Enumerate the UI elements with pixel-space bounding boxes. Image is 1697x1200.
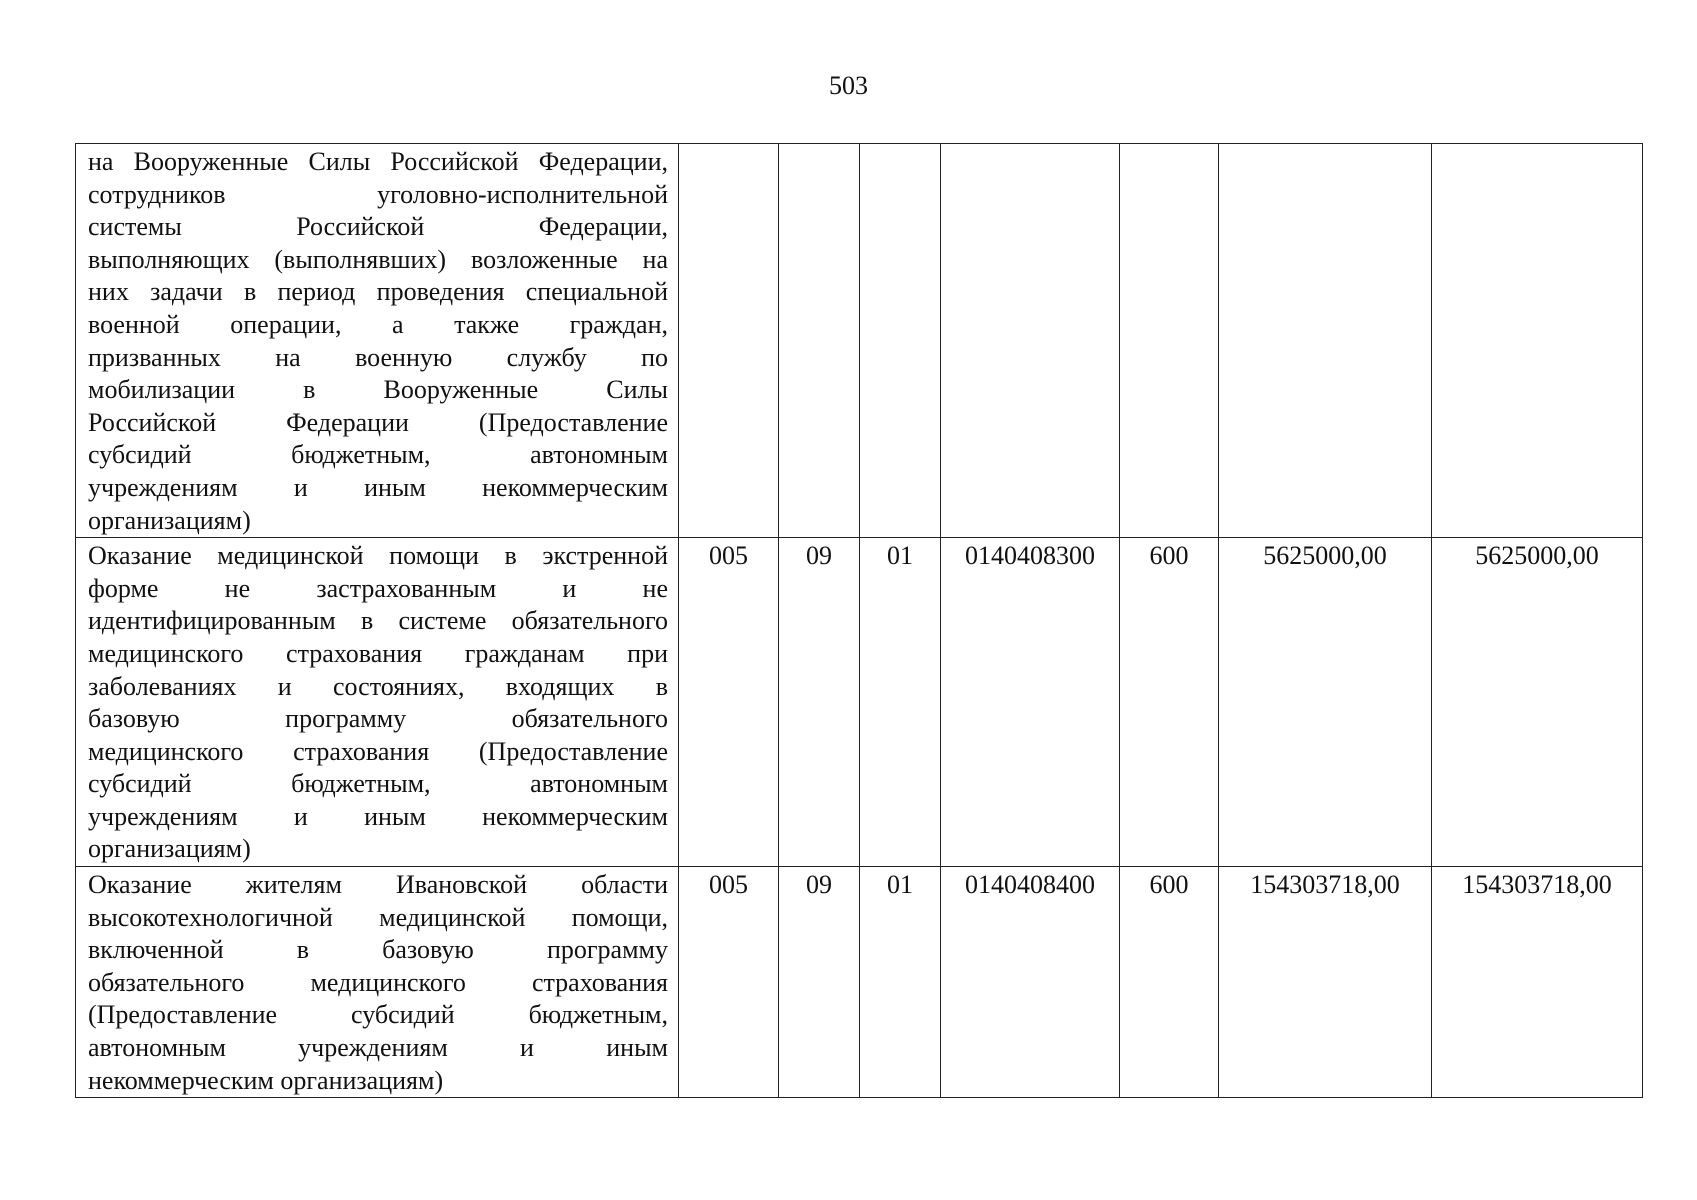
amount-1-cell: 5625000,00 — [1219, 538, 1432, 867]
target-article-cell — [941, 144, 1120, 538]
description-line: форме не застрахованным и не — [88, 573, 668, 603]
amount-2-cell — [1432, 144, 1643, 538]
description-line: организациям) — [88, 834, 251, 864]
description-line: субсидий бюджетным, автономным — [88, 769, 668, 799]
expense-type-cell: 600 — [1120, 867, 1219, 1098]
description-line: медицинского страхования (Предоставление — [88, 736, 668, 766]
table-row — [76, 867, 1643, 1098]
description-line: выполняющих (выполнявших) возложенные на — [88, 244, 668, 274]
ministry-code-cell: 005 — [679, 867, 779, 1098]
section-code-cell — [779, 144, 860, 538]
description-line: обязательного медицинского страхования — [88, 967, 668, 997]
description-line: идентифицированным в системе обязательного — [88, 606, 668, 636]
target-article-cell: 0140408300 — [941, 538, 1120, 867]
ministry-code-cell: 005 — [679, 538, 779, 867]
description-line: на Вооруженные Силы Российской Федерации, — [88, 147, 668, 176]
expense-type-cell: 600 — [1120, 538, 1219, 867]
table-body — [76, 144, 1643, 1098]
section-code-cell: 09 — [779, 867, 860, 1098]
description-line: субсидий бюджетным, автономным — [88, 440, 668, 470]
description-line: учреждениям и иным некоммерческим — [88, 801, 668, 831]
amount-1-cell — [1219, 144, 1432, 538]
description-line: призванных на военную службу по — [88, 342, 668, 372]
description-line: мобилизации в Вооруженные Силы — [88, 375, 668, 405]
description-line: организациям) — [88, 505, 251, 535]
target-article-cell: 0140408400 — [941, 867, 1120, 1098]
description-line: включенной в базовую программу — [88, 935, 668, 965]
description-line: сотрудников уголовно-исполнительной — [88, 179, 668, 209]
section-code-cell: 09 — [779, 538, 860, 867]
expense-type-cell — [1120, 144, 1219, 538]
description-line: Оказание медицинской помощи в экстренной — [88, 541, 668, 571]
description-line: них задачи в период проведения специальной — [88, 277, 668, 307]
description-line: высокотехнологичной медицинской помощи, — [88, 902, 668, 932]
row-description — [76, 144, 679, 538]
description-line: Российской Федерации (Предоставление — [88, 407, 668, 437]
description-line: (Предоставление субсидий бюджетным, — [88, 1000, 668, 1030]
description-line: некоммерческим организациям) — [88, 1065, 444, 1095]
ministry-code-cell — [679, 144, 779, 538]
row-description — [76, 867, 679, 1098]
description-line: автономным учреждениям и иным — [88, 1033, 668, 1063]
amount-2-cell: 5625000,00 — [1432, 538, 1643, 867]
table-row — [76, 144, 1643, 538]
table-row — [76, 538, 1643, 867]
description-line: заболеваниях и состояниях, входящих в — [88, 671, 668, 701]
description-line: медицинского страхования гражданам при — [88, 638, 668, 668]
description-line: базовую программу обязательного — [88, 704, 668, 734]
description-line: Оказание жителям Ивановской области — [88, 870, 668, 900]
row-description — [76, 538, 679, 867]
subsection-code-cell — [860, 144, 941, 538]
subsection-code-cell: 01 — [860, 867, 941, 1098]
description-line: системы Российской Федерации, — [88, 212, 668, 242]
amount-2-cell: 154303718,00 — [1432, 867, 1643, 1098]
description-line: военной операции, а также граждан, — [88, 309, 668, 339]
amount-1-cell: 154303718,00 — [1219, 867, 1432, 1098]
subsection-code-cell: 01 — [860, 538, 941, 867]
description-line: учреждениям и иным некоммерческим — [88, 472, 668, 502]
budget-table — [75, 143, 1643, 1098]
page-number: 503 — [829, 71, 868, 100]
